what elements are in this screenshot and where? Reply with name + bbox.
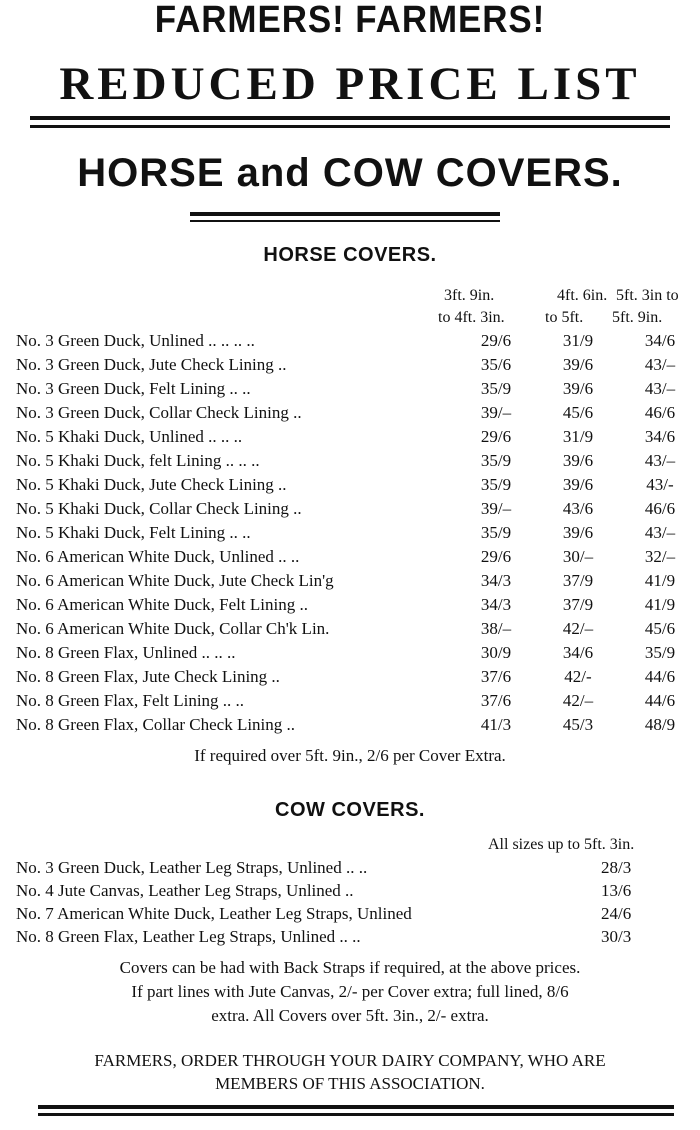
- price-col2: 31/9: [562, 331, 594, 350]
- row-label: No. 5 Khaki Duck, Jute Check Lining ..: [16, 475, 287, 494]
- price-col3: 43/–: [644, 451, 676, 470]
- price-col3: 34/6: [644, 331, 676, 350]
- cow-col-head: All sizes up to 5ft. 3in.: [488, 836, 635, 853]
- row-label: No. 8 Green Flax, Felt Lining .. ..: [16, 691, 245, 710]
- col3-head-line1: 5ft. 3in to: [616, 287, 679, 304]
- price-col2: 43/6: [562, 499, 594, 518]
- price-col1: 35/9: [480, 523, 512, 542]
- price-col1: 35/9: [480, 379, 512, 398]
- footer-line2: MEMBERS OF THIS ASSOCIATION.: [215, 1074, 485, 1093]
- price-col2: 39/6: [562, 475, 594, 494]
- horse-covers-title: HORSE COVERS.: [263, 244, 437, 266]
- col2-head-line2: to 5ft.: [545, 309, 584, 326]
- price-col2: 42/–: [562, 691, 594, 710]
- cow-covers-title: COW COVERS.: [275, 799, 425, 821]
- price-row: [16, 377, 700, 401]
- price-col2: 45/3: [562, 715, 594, 734]
- row-label: No. 7 American White Duck, Leather Leg Straps, Unlined: [16, 904, 412, 923]
- row-label: No. 3 Green Duck, Leather Leg Straps, Unlined .. ..: [16, 858, 368, 877]
- headline-horse-and-cow-covers: HORSE and COW COVERS.: [77, 151, 623, 195]
- price-col1: 37/6: [480, 667, 512, 686]
- row-label: No. 3 Green Duck, Collar Check Lining ..: [16, 403, 302, 422]
- price-col3: 32/–: [644, 547, 676, 566]
- col3-head-line2: 5ft. 9in.: [612, 309, 663, 326]
- row-label: No. 5 Khaki Duck, Collar Check Lining ..: [16, 499, 302, 518]
- price-col2: 42/–: [562, 619, 594, 638]
- price-col2: 34/6: [562, 643, 594, 662]
- price-col3: 43/–: [644, 523, 676, 542]
- price-row: [16, 401, 700, 425]
- section-rule-1: [190, 212, 500, 216]
- row-label: No. 8 Green Flax, Collar Check Lining ..: [16, 715, 296, 734]
- bottom-rule-2: [38, 1113, 674, 1116]
- price-col2: 39/6: [562, 355, 594, 374]
- horse-extra-note: If required over 5ft. 9in., 2/6 per Cover Extra.: [194, 746, 506, 765]
- row-label: No. 8 Green Flax, Jute Check Lining ..: [16, 667, 280, 686]
- row-label: No. 3 Green Duck, Jute Check Lining ..: [16, 355, 287, 374]
- headline-reduced-price-list: REDUCED PRICE LIST: [59, 58, 641, 110]
- col1-head-line2: to 4ft. 3in.: [438, 309, 505, 326]
- price-col3: 43/–: [644, 379, 676, 398]
- price-row: [16, 569, 700, 593]
- price-col1: 41/3: [480, 715, 512, 734]
- price-col3: 44/6: [644, 667, 676, 686]
- double-rule-top: [30, 116, 670, 120]
- extra-note: extra. All Covers over 5ft. 3in., 2/- extra.: [211, 1006, 489, 1025]
- price: 30/3: [601, 927, 632, 946]
- price-row: [16, 617, 700, 641]
- price-col2: 42/-: [564, 667, 592, 686]
- price-col1: 37/6: [480, 691, 512, 710]
- price-col1: 29/6: [480, 427, 512, 446]
- price-col3: 43/-: [646, 475, 674, 494]
- price-col3: 46/6: [644, 403, 676, 422]
- price-col1: 39/–: [480, 499, 512, 518]
- price-col1: 29/6: [480, 547, 512, 566]
- price: 13/6: [601, 881, 632, 900]
- part-lines-note: If part lines with Jute Canvas, 2/- per Cover extra; full lined, 8/6: [131, 982, 569, 1001]
- price-row: [16, 449, 700, 473]
- price-col3: 34/6: [644, 427, 676, 446]
- row-label: No. 6 American White Duck, Collar Ch'k Lin.: [16, 619, 330, 638]
- price-col2: 31/9: [562, 427, 594, 446]
- row-label: No. 4 Jute Canvas, Leather Leg Straps, Unlined ..: [16, 881, 354, 900]
- price-col2: 37/9: [562, 595, 594, 614]
- price-col2: 39/6: [562, 379, 594, 398]
- price-col1: 34/3: [480, 571, 512, 590]
- row-label: No. 8 Green Flax, Leather Leg Straps, Unlined .. ..: [16, 927, 361, 946]
- price-col2: 45/6: [562, 403, 594, 422]
- price-row: [16, 473, 700, 497]
- row-label: No. 5 Khaki Duck, felt Lining .. .. ..: [16, 451, 260, 470]
- cow-price-row: [16, 926, 700, 948]
- price-col3: 44/6: [644, 691, 676, 710]
- price-col2: 30/–: [562, 547, 594, 566]
- cow-price-row: [16, 903, 700, 925]
- price-row: [16, 497, 700, 521]
- price-row: [16, 689, 700, 713]
- price-col1: 29/6: [480, 331, 512, 350]
- price-col2: 39/6: [562, 451, 594, 470]
- back-straps-note: Covers can be had with Back Straps if required, at the above prices.: [119, 958, 581, 977]
- row-label: No. 8 Green Flax, Unlined .. .. ..: [16, 643, 236, 662]
- price-row: [16, 329, 700, 353]
- price: 28/3: [601, 858, 632, 877]
- price-col2: 39/6: [562, 523, 594, 542]
- price-row: [16, 593, 700, 617]
- row-label: No. 3 Green Duck, Felt Lining .. ..: [16, 379, 251, 398]
- row-label: No. 6 American White Duck, Jute Check Lin'g: [16, 571, 334, 590]
- price-row: [16, 545, 700, 569]
- bottom-rule-1: [38, 1105, 674, 1109]
- cow-price-row: [16, 857, 700, 879]
- price-col1: 34/3: [480, 595, 512, 614]
- price-col3: 41/9: [644, 571, 676, 590]
- price-col3: 45/6: [644, 619, 676, 638]
- price-col1: 38/–: [480, 619, 512, 638]
- price-row: [16, 425, 700, 449]
- section-rule-2: [190, 220, 500, 222]
- price-col3: 46/6: [644, 499, 676, 518]
- row-label: No. 5 Khaki Duck, Felt Lining .. ..: [16, 523, 251, 542]
- double-rule-top-thin: [30, 125, 670, 128]
- row-label: No. 5 Khaki Duck, Unlined .. .. ..: [16, 427, 243, 446]
- col2-head-line1: 4ft. 6in.: [557, 287, 608, 304]
- price-col1: 39/–: [480, 403, 512, 422]
- price-col1: 35/6: [480, 355, 512, 374]
- price-col1: 35/9: [480, 475, 512, 494]
- price-col1: 35/9: [480, 451, 512, 470]
- price-row: [16, 665, 700, 689]
- price-row: [16, 641, 700, 665]
- price-col3: 43/–: [644, 355, 676, 374]
- footer-line1: FARMERS, ORDER THROUGH YOUR DAIRY COMPANY, WHO ARE: [94, 1051, 606, 1070]
- price-col1: 30/9: [480, 643, 512, 662]
- price-row: [16, 521, 700, 545]
- row-label: No. 6 American White Duck, Unlined .. ..: [16, 547, 300, 566]
- price-col3: 41/9: [644, 595, 676, 614]
- price: 24/6: [601, 904, 632, 923]
- price-row: [16, 353, 700, 377]
- price-col3: 48/9: [644, 715, 676, 734]
- price-col3: 35/9: [644, 643, 676, 662]
- price-col2: 37/9: [562, 571, 594, 590]
- col1-head-line1: 3ft. 9in.: [444, 287, 495, 304]
- headline-farmers: FARMERS! FARMERS!: [154, 0, 546, 41]
- cow-price-row: [16, 880, 700, 902]
- row-label: No. 6 American White Duck, Felt Lining ..: [16, 595, 308, 614]
- price-row: [16, 713, 700, 737]
- row-label: No. 3 Green Duck, Unlined .. .. .. ..: [16, 331, 255, 350]
